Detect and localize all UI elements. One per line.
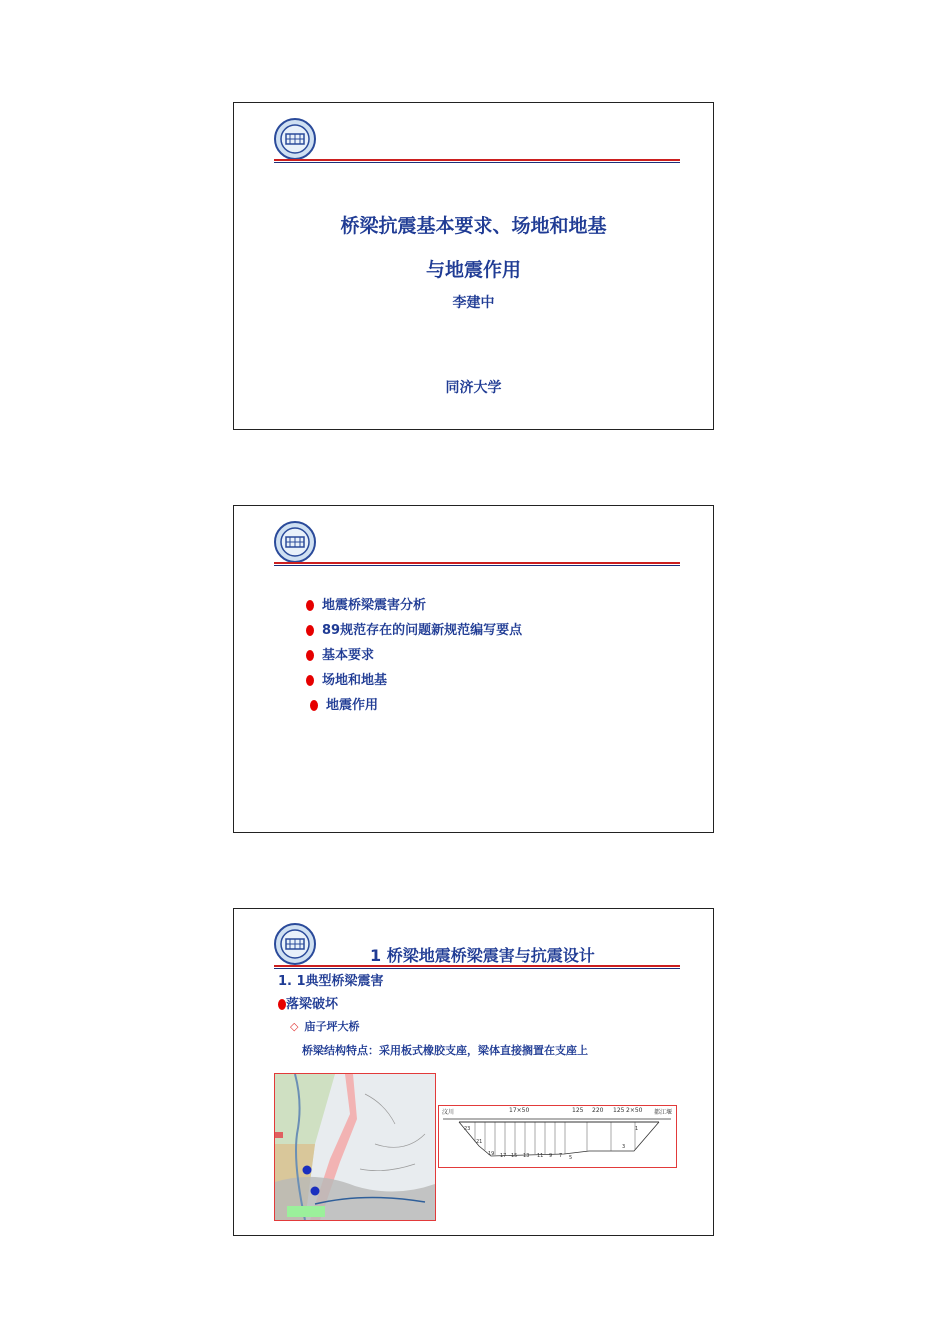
bullet-dot xyxy=(306,600,314,611)
header-rule xyxy=(274,562,680,566)
list-item xyxy=(306,669,387,688)
university-logo xyxy=(274,118,316,160)
affiliation: 同济大学 xyxy=(445,380,502,396)
university-logo xyxy=(274,521,316,563)
pier-number: 17 xyxy=(500,1153,507,1159)
location-map xyxy=(274,1073,436,1221)
list-item xyxy=(306,619,522,638)
title-line-2: 与地震作用 xyxy=(425,259,521,281)
pier-number: 13 xyxy=(523,1153,530,1159)
slide-outline xyxy=(233,505,714,833)
structure-description: 桥梁结构特点：采用板式橡胶支座，梁体直接搁置在支座上 xyxy=(302,1044,588,1057)
pier-number: 15 xyxy=(511,1153,518,1159)
bullet-item xyxy=(278,993,338,1012)
bullet-dot xyxy=(306,675,314,686)
list-item xyxy=(310,694,378,713)
title-line-1: 桥梁抗震基本要求、场地和地基 xyxy=(340,215,607,237)
subsection-title: 1. 1典型桥梁震害 xyxy=(278,974,384,989)
author-name: 李建中 xyxy=(452,295,495,311)
university-logo xyxy=(274,923,316,965)
bullet-dot xyxy=(310,700,318,711)
list-item-label: 地震作用 xyxy=(326,698,379,713)
pier-number: 19 xyxy=(488,1151,495,1157)
left-label: 汶川 xyxy=(442,1109,455,1116)
list-item xyxy=(306,594,426,613)
span-label: 220 xyxy=(592,1107,604,1114)
diamond-icon: ◇ xyxy=(290,1020,299,1033)
slide-title xyxy=(233,102,714,430)
pier-number: 1 xyxy=(635,1126,639,1132)
pier-number: 9 xyxy=(549,1153,553,1159)
list-item-label: 地震桥梁震害分析 xyxy=(322,598,427,613)
pier-number: 5 xyxy=(569,1155,573,1161)
span-label: 125 xyxy=(572,1107,584,1114)
bullet-dot xyxy=(306,625,314,636)
pier-number: 11 xyxy=(537,1153,544,1159)
bullet-label: 落梁破坏 xyxy=(286,997,339,1012)
bullet-dot xyxy=(278,999,286,1010)
list-item-label: 89规范存在的问题新规范编写要点 xyxy=(322,623,523,638)
section-heading: 1 桥梁地震桥梁震害与抗震设计 xyxy=(370,946,595,965)
header-rule xyxy=(274,965,680,969)
list-item xyxy=(306,644,374,663)
header-rule xyxy=(274,159,680,163)
pier-number: 21 xyxy=(476,1139,483,1145)
pier-number: 3 xyxy=(622,1144,626,1150)
span-label: 125 xyxy=(613,1107,625,1114)
list-item-label: 基本要求 xyxy=(322,648,375,663)
pier-number: 23 xyxy=(464,1126,471,1132)
slide-damage xyxy=(233,908,714,1236)
span-label: 17×50 xyxy=(509,1107,530,1114)
bullet-dot xyxy=(306,650,314,661)
diamond-label: 庙子坪大桥 xyxy=(304,1020,360,1033)
diamond-item xyxy=(290,1018,359,1034)
list-item-label: 场地和地基 xyxy=(322,673,388,688)
span-label: 2×50 xyxy=(626,1107,643,1114)
right-label: 都江堰 xyxy=(653,1109,672,1116)
bridge-elevation-drawing xyxy=(438,1105,677,1168)
pier-number: 7 xyxy=(559,1153,563,1159)
